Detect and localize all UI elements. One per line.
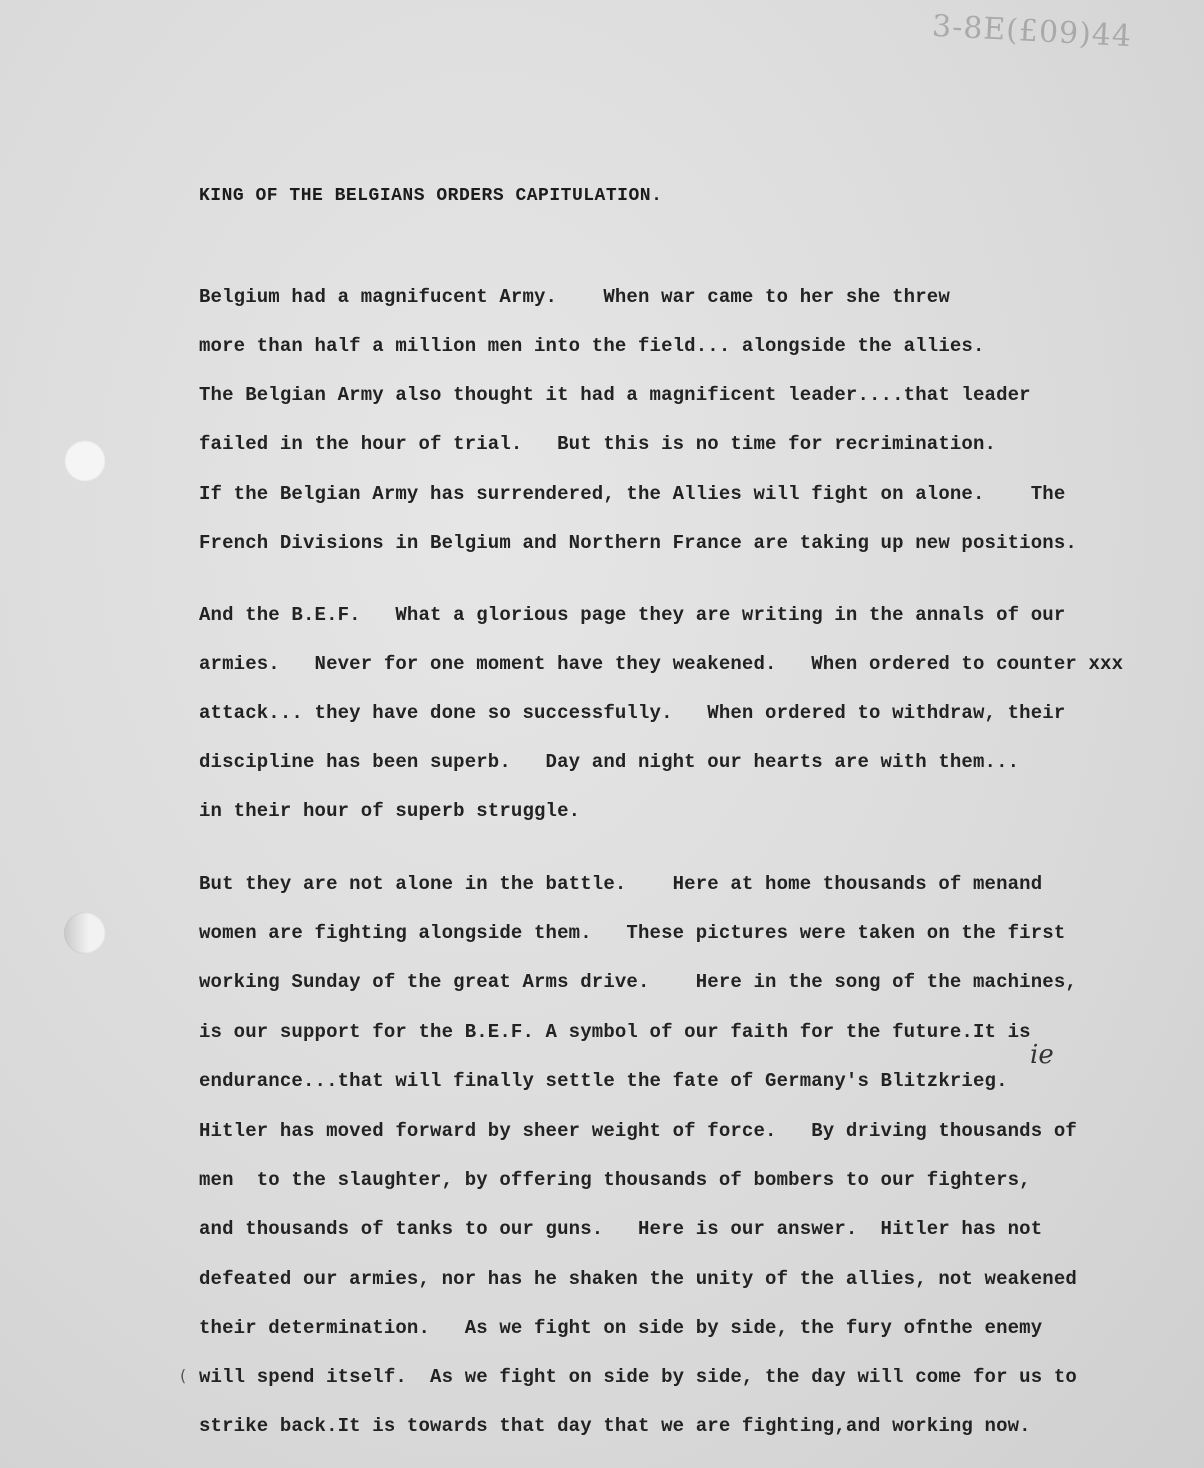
text-line: more than half a million men into the field... alongside the allies. xyxy=(199,335,985,357)
text-line: armies. Never for one moment have they weakened. When ordered to counter xxx xyxy=(199,653,1124,675)
text-line: Hitler has moved forward by sheer weight of force. By driving thousands of xyxy=(199,1120,1077,1142)
text-line: French Divisions in Belgium and Northern France are taking up new positions. xyxy=(199,532,1077,554)
margin-mark: ( xyxy=(180,1366,187,1385)
punch-hole-bottom xyxy=(64,912,106,954)
text-line: discipline has been superb. Day and night our hearts are with them... xyxy=(199,751,1020,773)
text-line: working Sunday of the great Arms drive. Here in the song of the machines, xyxy=(199,971,1077,993)
text-line: endurance...that will finally settle the fate of Germany's Blitzkrieg. xyxy=(199,1070,1008,1092)
text-line: is our support for the B.E.F. A symbol of our faith for the future.It is xyxy=(199,1021,1031,1043)
handwritten-correction: ie xyxy=(1030,1040,1054,1070)
text-line: in their hour of superb struggle. xyxy=(199,800,581,822)
document-title: KING OF THE BELGIANS ORDERS CAPITULATION. xyxy=(199,186,663,206)
text-line: their determination. As we fight on side by side, the fury ofnthe enemy xyxy=(199,1317,1043,1339)
text-line: The Belgian Army also thought it had a magnificent leader....that leader xyxy=(199,384,1031,406)
text-line: If the Belgian Army has surrendered, the Allies will fight on alone. The xyxy=(199,483,1066,505)
text-line: But they are not alone in the battle. Here at home thousands of menand xyxy=(199,873,1043,895)
text-line: Belgium had a magnifucent Army. When war came to her she threw xyxy=(199,286,950,308)
punch-hole-top xyxy=(64,440,106,482)
text-line: And the B.E.F. What a glorious page they are writing in the annals of our xyxy=(199,604,1066,626)
text-line: will spend itself. As we fight on side by side, the day will come for us to xyxy=(199,1366,1077,1388)
text-line: and thousands of tanks to our guns. Here is our answer. Hitler has not xyxy=(199,1218,1043,1240)
text-line: strike back.It is towards that day that we are fighting,and working now. xyxy=(199,1415,1031,1437)
text-line: defeated our armies, nor has he shaken the unity of the allies, not weakened xyxy=(199,1268,1077,1290)
text-line: failed in the hour of trial. But this is no time for recrimination. xyxy=(199,433,997,455)
text-line: attack... they have done so successfully. When ordered to withdraw, their xyxy=(199,702,1066,724)
archive-stamp: 3-8E(£09)44 xyxy=(931,8,1133,55)
text-line: men to the slaughter, by offering thousands of bombers to our fighters, xyxy=(199,1169,1031,1191)
text-line: women are fighting alongside them. These pictures were taken on the first xyxy=(199,922,1066,944)
